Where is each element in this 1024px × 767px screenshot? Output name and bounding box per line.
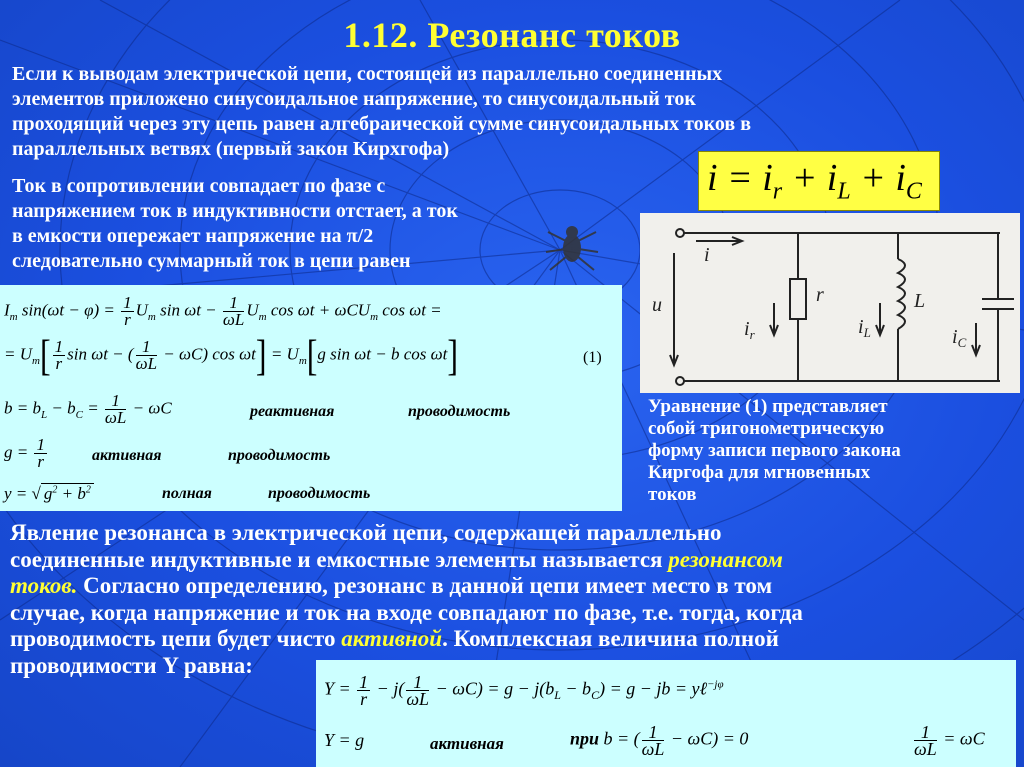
label-ic: $i_C$ bbox=[952, 326, 967, 350]
phase-line: следовательно суммарный ток в цепи равен bbox=[12, 250, 411, 272]
admittance-equation-box bbox=[316, 660, 1016, 767]
phase-paragraph bbox=[12, 174, 602, 274]
note-line: токов bbox=[648, 484, 697, 505]
resonance-line: случае, когда напряжение и ток на входе совпадают по фазе, т.е. тогда, когда bbox=[10, 599, 803, 625]
intro-line: проходящий через эту цепь равен алгебраической сумме синусоидальных токов в bbox=[12, 113, 752, 135]
term-highlight: токов. bbox=[10, 573, 78, 598]
equation-reactive: $b = b_L - b_C$ = $\frac{1}{\omega L}$ − ωC bbox=[4, 391, 172, 427]
phase-line: напряжением ток в индуктивности отстает, а ток bbox=[12, 200, 458, 222]
resonance-condition-start: Y = g bbox=[324, 730, 365, 750]
term-highlight: резонансом bbox=[668, 546, 783, 572]
resonance-paragraph bbox=[10, 520, 1014, 679]
equation-active: g = $\frac{1}{r}$ bbox=[4, 435, 45, 471]
label-u: u bbox=[652, 294, 662, 316]
resonance-equality: $\frac{1}{\omega L}$ = ωC bbox=[914, 722, 985, 759]
term-highlight: активной bbox=[341, 626, 443, 651]
resonance-line: проводимости Y равна: bbox=[10, 652, 253, 678]
resonance-condition: при b = ( $\frac{1}{\omega L}$ − ωC) = 0 bbox=[570, 722, 749, 759]
equation-total: y = √ $g^2 + b^2$ bbox=[4, 483, 94, 504]
resonance-line: токов. Согласно определению, резонанс в данной цепи имеет место в том bbox=[10, 573, 773, 598]
parallel-circuit-diagram bbox=[640, 213, 1020, 393]
conductance-label: проводимость bbox=[408, 403, 511, 420]
resonance-line: Явление резонанса в электрической цепи, содержащей параллельно bbox=[10, 520, 722, 545]
label-L: L bbox=[914, 290, 926, 312]
active-label-2: активная bbox=[430, 734, 504, 753]
label-il: $i_L$ bbox=[858, 316, 871, 340]
conductance-label: проводимость bbox=[228, 447, 331, 464]
note-line: форму записи первого закона bbox=[648, 440, 901, 461]
note-line: собой тригонометрическую bbox=[648, 418, 885, 439]
intro-line: элементов приложено синусоидальное напряжение, то синусоидальный ток bbox=[12, 88, 696, 110]
active-label: активная bbox=[92, 447, 162, 464]
resonance-line: проводимость цепи будет чисто активной. Комплексная величина полной bbox=[10, 626, 779, 651]
label-ir: $i_r$ bbox=[744, 318, 755, 342]
conductance-label: проводимость bbox=[268, 485, 371, 502]
equation-line-2: = $U_m$[ $\frac{1}{r}$ sin ωt − ( $\frac{1}{\omega L}$ − ωC) $\cos \omega t] = U_m[g$ sin ωt − b cos ωt] bbox=[4, 330, 459, 380]
note-line: Уравнение (1) представляет bbox=[648, 396, 888, 417]
phase-line: Ток в сопротивлении совпадает по фазе с bbox=[12, 175, 386, 197]
current-sum-formula: $i = i_r + i_L + i_C$ bbox=[698, 151, 940, 211]
intro-paragraph bbox=[12, 62, 1012, 162]
intro-line: Если к выводам электрической цепи, состоящей из параллельно соединенных bbox=[12, 63, 723, 85]
circuit-schematic bbox=[640, 213, 1020, 393]
right-note bbox=[648, 396, 988, 506]
equation-number: (1) bbox=[583, 349, 602, 366]
phase-line: в емкости опережает напряжение на π/2 bbox=[12, 225, 374, 247]
note-line: Киргофа для мгновенных bbox=[648, 462, 871, 483]
reactive-label: реактивная bbox=[250, 403, 335, 420]
total-label: полная bbox=[162, 485, 212, 502]
intro-line: параллельных ветвях (первый закон Кирхгофа) bbox=[12, 138, 450, 160]
label-r: r bbox=[816, 284, 824, 306]
equation-line-1: $I_m$ sin(ωt − φ) = $\frac{1}{r}$ $U_m$ sin ωt − $\frac{1}{\omega L}$ $U_m$ cos ωt + ωCU$_m$ cos ωt = bbox=[4, 293, 442, 329]
slide-title: 1.12. Резонанс токов bbox=[343, 15, 681, 55]
resonance-line: соединенные индуктивные и емкостные элементы называется резонансом bbox=[10, 546, 783, 572]
equation-box bbox=[0, 285, 622, 511]
admittance-equation: Y = $\frac{1}{r}$ − j( $\frac{1}{\omega L}$ − $\omega C) = g - j(b_L - b_C) = g$ − jb = yℓ$^{-j\varphi}$ bbox=[324, 672, 724, 709]
label-i: i bbox=[704, 244, 710, 266]
